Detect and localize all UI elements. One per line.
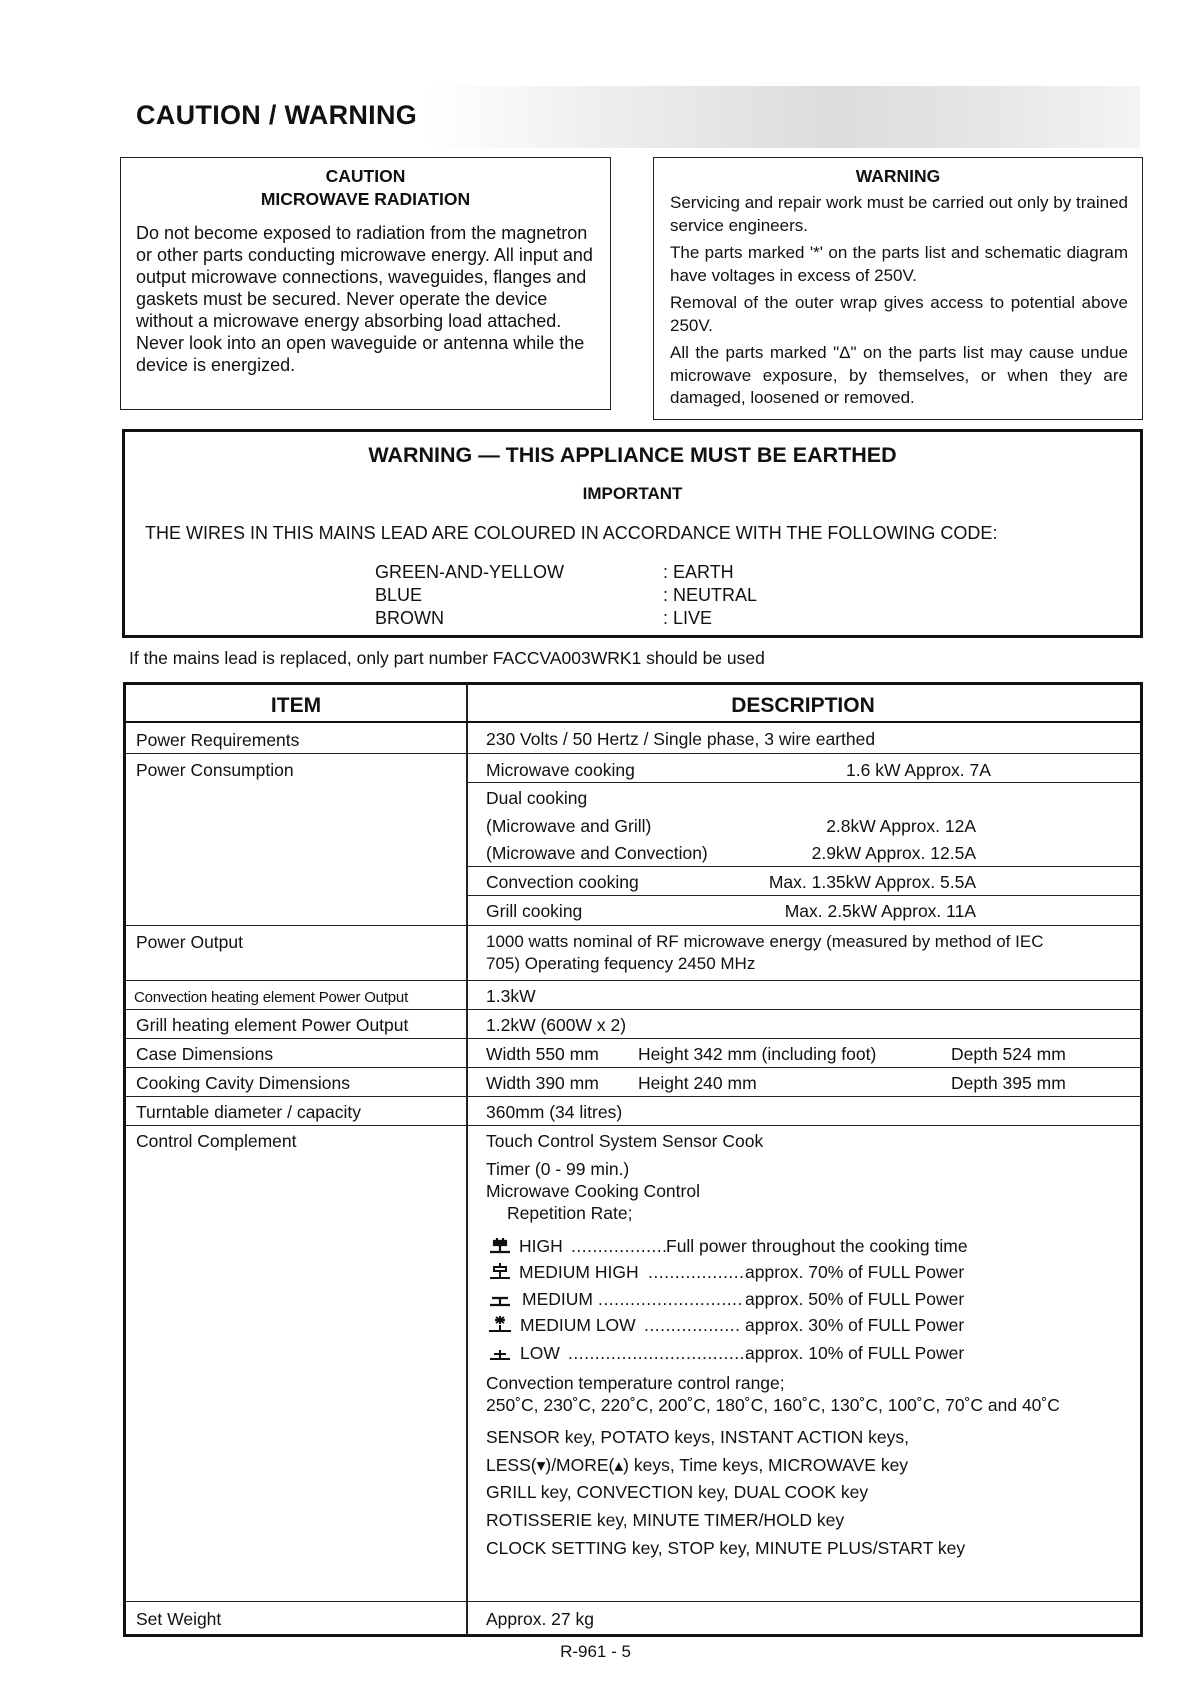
- warning-paragraph: The parts marked '*' on the parts list and schematic diagram have voltages in excess of 250V.: [670, 243, 1128, 285]
- control-system: Touch Control System Sensor Cook: [486, 1131, 764, 1151]
- row-rule: [126, 1038, 1140, 1039]
- control-keys-line: ROTISSERIE key, MINUTE TIMER/HOLD key: [486, 1510, 845, 1530]
- sub-row-rule: [466, 866, 1140, 867]
- control-keys-line: CLOCK SETTING key, STOP key, MINUTE PLUS/START key: [486, 1538, 966, 1558]
- cavity-width: Width 390 mm: [486, 1073, 599, 1093]
- power-level-name: HIGH: [519, 1236, 563, 1256]
- wire-meaning: : EARTH: [663, 562, 734, 582]
- cavity-height: Height 240 mm: [638, 1073, 757, 1093]
- power-medium-icon: [488, 1288, 512, 1308]
- row-rule: [126, 1125, 1140, 1126]
- wire-meaning: : LIVE: [663, 608, 713, 628]
- power-level-desc: approx. 50% of FULL Power: [745, 1289, 965, 1309]
- caution-subtitle: MICROWAVE RADIATION: [260, 189, 471, 209]
- warning-paragraph: Servicing and repair work must be carried out only by trained service engineers.: [670, 193, 1128, 235]
- desc-convection-heating: 1.3kW: [486, 986, 536, 1006]
- caution-box: [120, 157, 611, 410]
- desc-turntable: 360mm (34 litres): [486, 1102, 623, 1122]
- dual-convection-label: (Microwave and Convection): [486, 843, 708, 863]
- column-divider: [466, 685, 468, 1634]
- dual-cooking-label: Dual cooking: [486, 788, 588, 808]
- item-power-output: Power Output: [136, 932, 243, 952]
- power-level-name: MEDIUM: [522, 1289, 593, 1309]
- microwave-cooking-value: 1.6 kW Approx. 7A: [846, 760, 991, 780]
- warning-box: [653, 157, 1143, 420]
- item-power-requirements: Power Requirements: [136, 730, 300, 750]
- row-rule: [126, 753, 1140, 754]
- page-number: R-961 - 5: [560, 1642, 631, 1661]
- earthed-warning-title: WARNING — THIS APPLIANCE MUST BE EARTHED: [368, 443, 897, 467]
- power-level-desc: approx. 30% of FULL Power: [745, 1315, 965, 1335]
- microwave-cooking-label: Microwave cooking: [486, 760, 635, 780]
- dual-grill-label: (Microwave and Grill): [486, 816, 652, 836]
- earthed-warning-box: [122, 429, 1143, 638]
- important-label: IMPORTANT: [582, 484, 683, 503]
- power-level-name: MEDIUM LOW: [520, 1315, 636, 1335]
- case-depth: Depth 524 mm: [951, 1044, 1066, 1064]
- desc-power-output-2: 705) Operating fequency 2450 MHz: [486, 954, 756, 973]
- convection-range-values: 250˚C, 230˚C, 220˚C, 200˚C, 180˚C, 160˚C, 130˚C, 100˚C, 70˚C and 40˚C: [486, 1395, 1060, 1415]
- description-header: DESCRIPTION: [731, 694, 875, 717]
- wire-color: BLUE: [375, 585, 423, 605]
- convection-cooking-label: Convection cooking: [486, 872, 639, 892]
- wire-color: GREEN-AND-YELLOW: [375, 562, 565, 582]
- control-keys-line: GRILL key, CONVECTION key, DUAL COOK key: [486, 1482, 869, 1502]
- item-set-weight: Set Weight: [136, 1609, 222, 1629]
- item-header: ITEM: [270, 694, 322, 717]
- item-grill-heating: Grill heating element Power Output: [136, 1015, 409, 1035]
- control-keys-line: LESS(▾)/MORE(▴) keys, Time keys, MICROWAVE key: [486, 1455, 909, 1475]
- page-title: CAUTION / WARNING: [136, 100, 418, 130]
- power-level-leader: ...........................: [598, 1289, 743, 1309]
- warning-paragraph: Removal of the outer wrap gives access to potential above 250V.: [670, 293, 1128, 335]
- spec-table: [123, 682, 1143, 1637]
- control-timer: Timer (0 - 99 min.): [486, 1159, 630, 1179]
- wire-color: BROWN: [375, 608, 444, 628]
- power-level-desc: approx. 10% of FULL Power: [745, 1343, 965, 1363]
- desc-power-output-1: 1000 watts nominal of RF microwave energy (measured by method of IEC: [486, 932, 1044, 951]
- desc-power-requirements: 230 Volts / 50 Hertz / Single phase, 3 wire earthed: [486, 729, 876, 749]
- warning-paragraphs: [670, 192, 1128, 415]
- sub-row-rule: [466, 782, 1140, 783]
- warning-paragraph: All the parts marked "Δ" on the parts list may cause undue microwave exposure, by themselves, or when they are damaged, loosened or removed.: [670, 343, 1128, 407]
- power-level-leader: ..................: [648, 1262, 745, 1282]
- item-case-dimensions: Case Dimensions: [136, 1044, 274, 1064]
- desc-grill-heating: 1.2kW (600W x 2): [486, 1015, 627, 1035]
- wire-meaning: : NEUTRAL: [663, 585, 758, 605]
- caution-body: Do not become exposed to radiation from the magnetron or other parts conducting microwave energy. All input and output microwave connections, waveguides, flanges and gaskets must be secured. Never operate the device without a microwave energy absorbing load attached. Never look into an open waveguide or antenna while the device is energized.: [136, 223, 593, 375]
- power-level-name: MEDIUM HIGH: [519, 1262, 639, 1282]
- item-turntable: Turntable diameter / capacity: [136, 1102, 362, 1122]
- power-level-leader: ..................: [571, 1236, 668, 1256]
- row-rule: [126, 1009, 1140, 1010]
- item-convection-heating: Convection heating element Power Output: [134, 989, 409, 1006]
- mains-lead-note: If the mains lead is replaced, only part number FACCVA003WRK1 should be used: [129, 648, 765, 668]
- row-rule: [126, 1067, 1140, 1068]
- warning-title: WARNING: [855, 166, 941, 186]
- power-level-leader: ..................: [644, 1315, 741, 1335]
- power-medium-low-icon: [488, 1314, 512, 1334]
- grill-cooking-label: Grill cooking: [486, 901, 583, 921]
- case-width: Width 550 mm: [486, 1044, 599, 1064]
- cavity-depth: Depth 395 mm: [951, 1073, 1066, 1093]
- power-low-icon: [488, 1342, 512, 1362]
- dual-convection-value: 2.9kW Approx. 12.5A: [811, 843, 976, 863]
- power-level-leader: ..................................: [568, 1343, 751, 1363]
- power-medium-high-icon: [488, 1261, 512, 1281]
- control-mw-control: Microwave Cooking Control: [486, 1181, 700, 1201]
- item-control-complement: Control Complement: [136, 1131, 297, 1151]
- header-rule: [126, 721, 1140, 723]
- convection-cooking-value: Max. 1.35kW Approx. 5.5A: [768, 872, 976, 892]
- control-repetition: Repetition Rate;: [507, 1203, 633, 1223]
- case-height: Height 342 mm (including foot): [638, 1044, 877, 1064]
- row-rule: [126, 925, 1140, 926]
- row-rule: [126, 1601, 1140, 1602]
- item-cavity-dimensions: Cooking Cavity Dimensions: [136, 1073, 350, 1093]
- dual-grill-value: 2.8kW Approx. 12A: [826, 816, 976, 836]
- row-rule: [126, 980, 1140, 981]
- control-keys-line: SENSOR key, POTATO keys, INSTANT ACTION keys,: [486, 1427, 909, 1447]
- convection-range-label: Convection temperature control range;: [486, 1373, 785, 1393]
- item-power-consumption: Power Consumption: [136, 760, 294, 780]
- row-rule: [126, 1096, 1140, 1097]
- caution-title: CAUTION: [325, 166, 406, 186]
- power-level-desc: Full power throughout the cooking time: [666, 1236, 968, 1256]
- power-level-name: LOW: [520, 1343, 560, 1363]
- desc-set-weight: Approx. 27 kg: [486, 1609, 594, 1629]
- grill-cooking-value: Max. 2.5kW Approx. 11A: [784, 901, 976, 921]
- power-level-desc: approx. 70% of FULL Power: [745, 1262, 965, 1282]
- wires-intro: THE WIRES IN THIS MAINS LEAD ARE COLOURED IN ACCORDANCE WITH THE FOLLOWING CODE:: [145, 523, 998, 543]
- power-high-icon: [488, 1235, 512, 1255]
- sub-row-rule: [466, 895, 1140, 896]
